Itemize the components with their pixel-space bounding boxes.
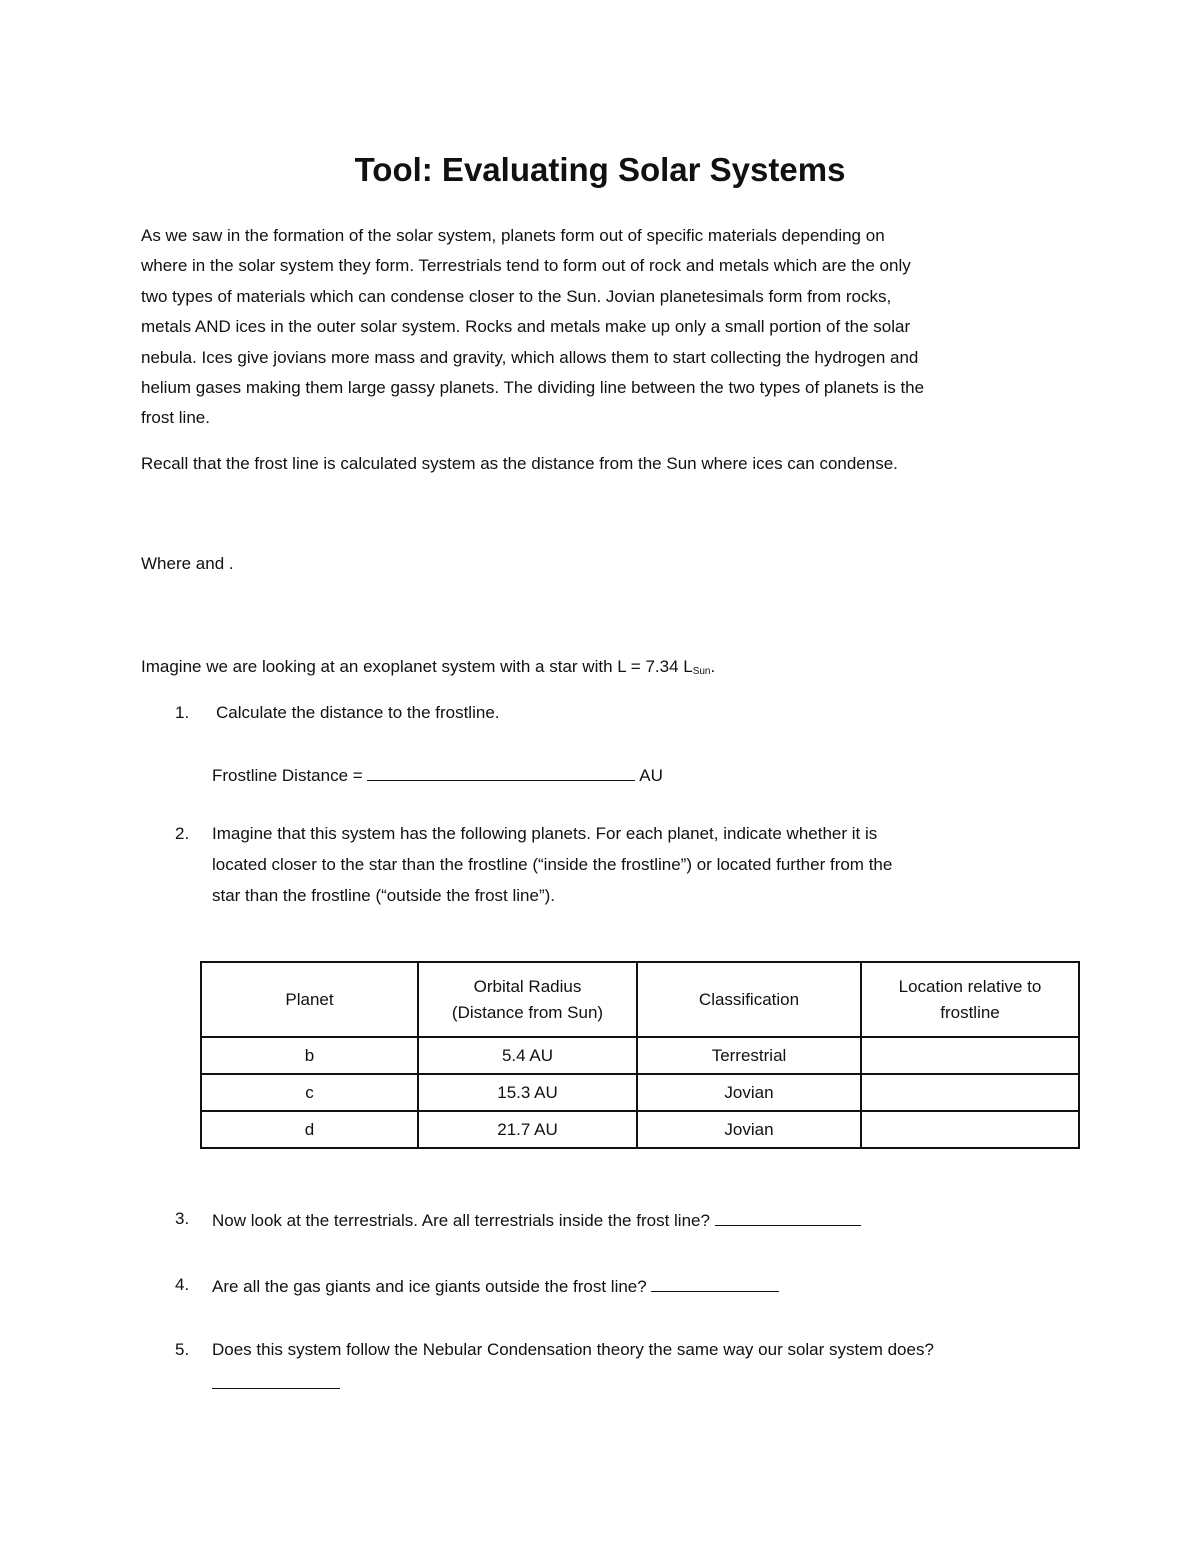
cell-planet: b: [201, 1037, 418, 1074]
question-2-line: located closer to the star than the frostline (“inside the frostline”) or located further from the: [212, 855, 893, 874]
question-3-answer-input[interactable]: [715, 1209, 861, 1226]
frostline-answer: [212, 764, 663, 786]
question-3-text: Now look at the terrestrials. Are all terrestrials inside the frost line?: [212, 1211, 710, 1230]
sun-subscript: Sun: [692, 666, 711, 677]
cell-location-input[interactable]: [861, 1074, 1079, 1111]
intro-line: frost line.: [141, 408, 210, 428]
header-orbital-radius: Orbital Radius (Distance from Sun): [418, 962, 637, 1037]
question-2-number: 2.: [175, 824, 190, 843]
cell-classification: Terrestrial: [637, 1037, 861, 1074]
cell-radius: 21.7 AU: [418, 1111, 637, 1148]
planet-table: [200, 961, 1080, 1149]
cell-radius: 5.4 AU: [418, 1037, 637, 1074]
question-3: [212, 1209, 861, 1231]
question-4: [212, 1275, 779, 1297]
question-3-number: 3.: [175, 1209, 190, 1228]
intro-line: two types of materials which can condense closer to the Sun. Jovian planetesimals form from rocks,: [141, 286, 892, 306]
question-4-answer-input[interactable]: [651, 1275, 779, 1292]
table-header-row: [201, 962, 1079, 1037]
imagine-main: Imagine we are looking at an exoplanet system with a star with L = 7.34 L: [141, 657, 693, 676]
table-row: [201, 1074, 1079, 1111]
cell-planet: d: [201, 1111, 418, 1148]
intro-line: helium gases making them large gassy planets. The dividing line between the two types of planets is the: [141, 378, 925, 398]
question-2-line: star than the frostline (“outside the frost line”).: [212, 886, 555, 905]
page-title: Tool: Evaluating Solar Systems: [354, 151, 846, 188]
where-text: Where and .: [141, 554, 234, 573]
intro-line: nebula. Ices give jovians more mass and gravity, which allows them to start collecting the hydrogen and: [141, 347, 919, 367]
question-4-text: Are all the gas giants and ice giants outside the frost line?: [212, 1277, 647, 1296]
question-5-number: 5.: [175, 1340, 190, 1359]
question-5-answer-input[interactable]: [212, 1372, 340, 1389]
header-planet: Planet: [201, 962, 418, 1037]
intro-line: where in the solar system they form. Terrestrials tend to form out of rock and metals which are the only: [141, 256, 911, 276]
cell-classification: Jovian: [637, 1074, 861, 1111]
question-1-number: 1.: [175, 703, 190, 722]
frostline-label: Frostline Distance =: [212, 766, 363, 785]
question-1-text: Calculate the distance to the frostline.: [216, 703, 500, 722]
header-classification: Classification: [637, 962, 861, 1037]
table-row: [201, 1111, 1079, 1148]
intro-paragraph: [141, 221, 924, 434]
frostline-unit: AU: [639, 766, 663, 785]
table-row: [201, 1037, 1079, 1074]
cell-location-input[interactable]: [861, 1037, 1079, 1074]
imagine-end: .: [710, 657, 716, 676]
intro-line: As we saw in the formation of the solar system, planets form out of specific materials depending on: [141, 226, 885, 245]
intro-line: metals AND ices in the outer solar system. Rocks and metals make up only a small portion of the solar: [141, 317, 911, 337]
question-5-text: Does this system follow the Nebular Condensation theory the same way our solar system does?: [212, 1340, 934, 1359]
question-2-line: Imagine that this system has the following planets. For each planet, indicate whether it is: [212, 824, 878, 843]
frostline-input[interactable]: [367, 764, 635, 781]
cell-radius: 15.3 AU: [418, 1074, 637, 1111]
cell-classification: Jovian: [637, 1111, 861, 1148]
cell-location-input[interactable]: [861, 1111, 1079, 1148]
header-location: Location relative to frostline: [861, 962, 1079, 1037]
cell-planet: c: [201, 1074, 418, 1111]
question-4-number: 4.: [175, 1275, 190, 1294]
imagine-text: [141, 657, 715, 682]
recall-text: Recall that the frost line is calculated system as the distance from the Sun where ices can condense.: [141, 454, 898, 473]
